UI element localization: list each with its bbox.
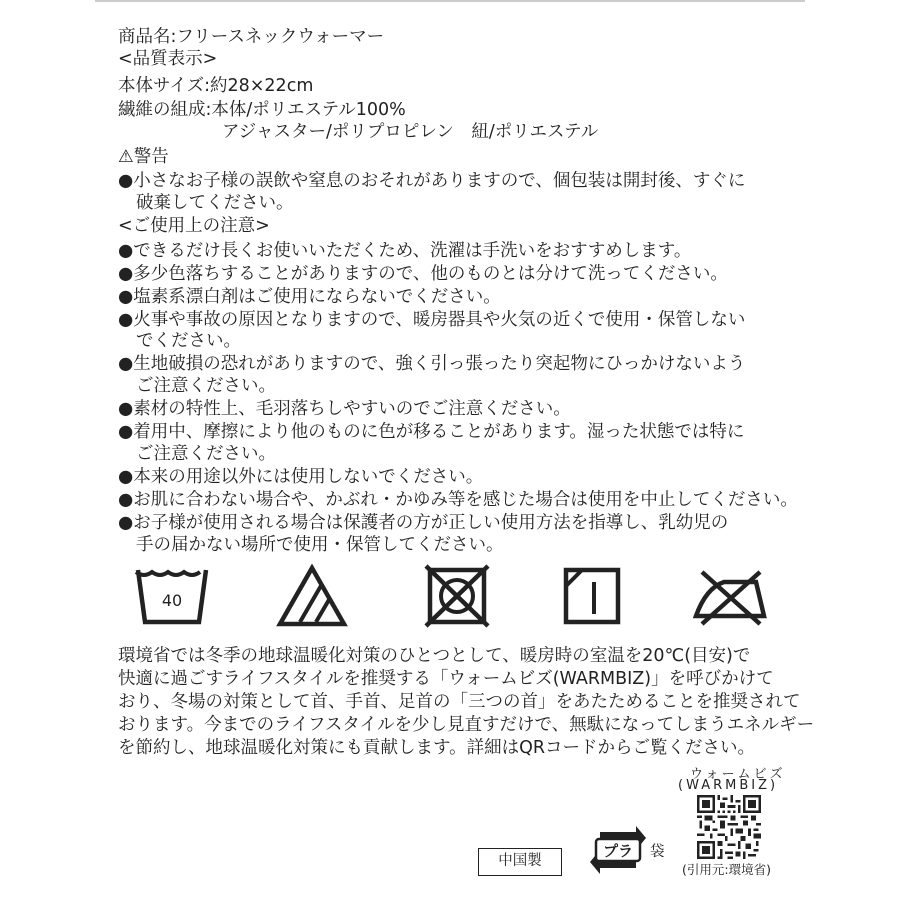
quality-heading: <品質表示> <box>118 49 218 69</box>
usage-line: ●火事や事故の原因となりますので、暖房器具や火気の近くで使用・保管しない <box>118 310 746 330</box>
bag-label: 袋 <box>650 844 665 860</box>
usage-line: 手の届かない場所で使用・保管してください。 <box>136 535 504 555</box>
size-line: 本体サイズ:約28×22cm <box>118 76 314 96</box>
pla-mark-label: プラ <box>602 842 634 860</box>
environment-line: 環境省では冬季の地球温暖化対策のひとつとして、暖房時の室温を20℃(目安)で <box>118 646 751 666</box>
warning-heading: ⚠警告 <box>118 147 169 167</box>
qr-code-icon[interactable] <box>697 795 761 859</box>
no-tumble-dry-icon <box>424 564 490 628</box>
no-iron-icon <box>690 564 770 628</box>
hand-wash-40-icon <box>133 564 211 630</box>
usage-line: でください。 <box>136 331 241 351</box>
environment-line: おります。今までのライフスタイルを少し見直すだけで、無駄になってしまうエネルギー <box>118 715 815 735</box>
product-name: 商品名:フリースネックウォーマー <box>118 27 385 47</box>
usage-heading: <ご使用上の注意> <box>118 216 270 236</box>
top-divider <box>95 0 805 2</box>
citation-label: (引用元:環境省) <box>682 862 771 877</box>
wash-temp-label: 40 <box>161 591 183 610</box>
usage-line: ●できるだけ長くお使いいただくため、洗濯は手洗いをおすすめします。 <box>118 241 692 261</box>
line-dry-shade-icon <box>562 564 622 628</box>
environment-line: おり、冬場の対策として首、手首、足首の「三つの首」をあたためることを推奨されて <box>118 692 801 712</box>
warning-line: ●小さなお子様の誤飲や窒息のおそれがありますので、個包装は開封後、すぐに <box>118 171 746 191</box>
warmbiz-kana: ウォームビズ <box>690 767 786 782</box>
fiber-line: 繊維の組成:本体/ポリエステル100% <box>118 100 406 120</box>
plastic-recycle-icon <box>586 822 650 878</box>
usage-line: ●多少色落ちすることがありますので、他のものとは分けて洗ってください。 <box>118 264 728 284</box>
environment-line: を節約し、地球温暖化対策にも貢献します。詳細はQRコードからご覧ください。 <box>118 738 756 758</box>
usage-line: ●お子様が使用される場合は保護者の方が正しい使用方法を指導し、乳幼児の <box>118 513 729 533</box>
origin-label: 中国製 <box>478 848 562 876</box>
usage-line: ●生地破損の恐れがありますので、強く引っ張ったり突起物にひっかけないよう <box>118 354 746 374</box>
warning-line: 破棄してください。 <box>136 193 294 213</box>
usage-line: ●塩素系漂白剤はご使用にならないでください。 <box>118 287 501 307</box>
usage-line: ●素材の特性上、毛羽落ちしやすいのでご注意ください。 <box>118 399 571 419</box>
bleach-triangle-icon <box>276 564 348 628</box>
fiber-line-sub: アジャスター/ポリプロピレン 紐/ポリエステル <box>222 122 599 142</box>
usage-line: ●本来の用途以外には使用しないでください。 <box>118 467 484 487</box>
usage-line: ご注意ください。 <box>136 376 276 396</box>
environment-line: 快適に過ごすライフスタイルを推奨する「ウォームビズ(WARMBIZ)」を呼びかけて <box>118 669 774 689</box>
usage-line: ご注意ください。 <box>136 444 276 464</box>
warmbiz-latin: (WARMBIZ) <box>678 778 779 793</box>
usage-line: ●着用中、摩擦により他のものに色が移ることがあります。湿った状態では特に <box>118 422 745 442</box>
usage-line: ●お肌に合わない場合や、かぶれ・かゆみ等を感じた場合は使用を中止してください。 <box>118 490 798 510</box>
